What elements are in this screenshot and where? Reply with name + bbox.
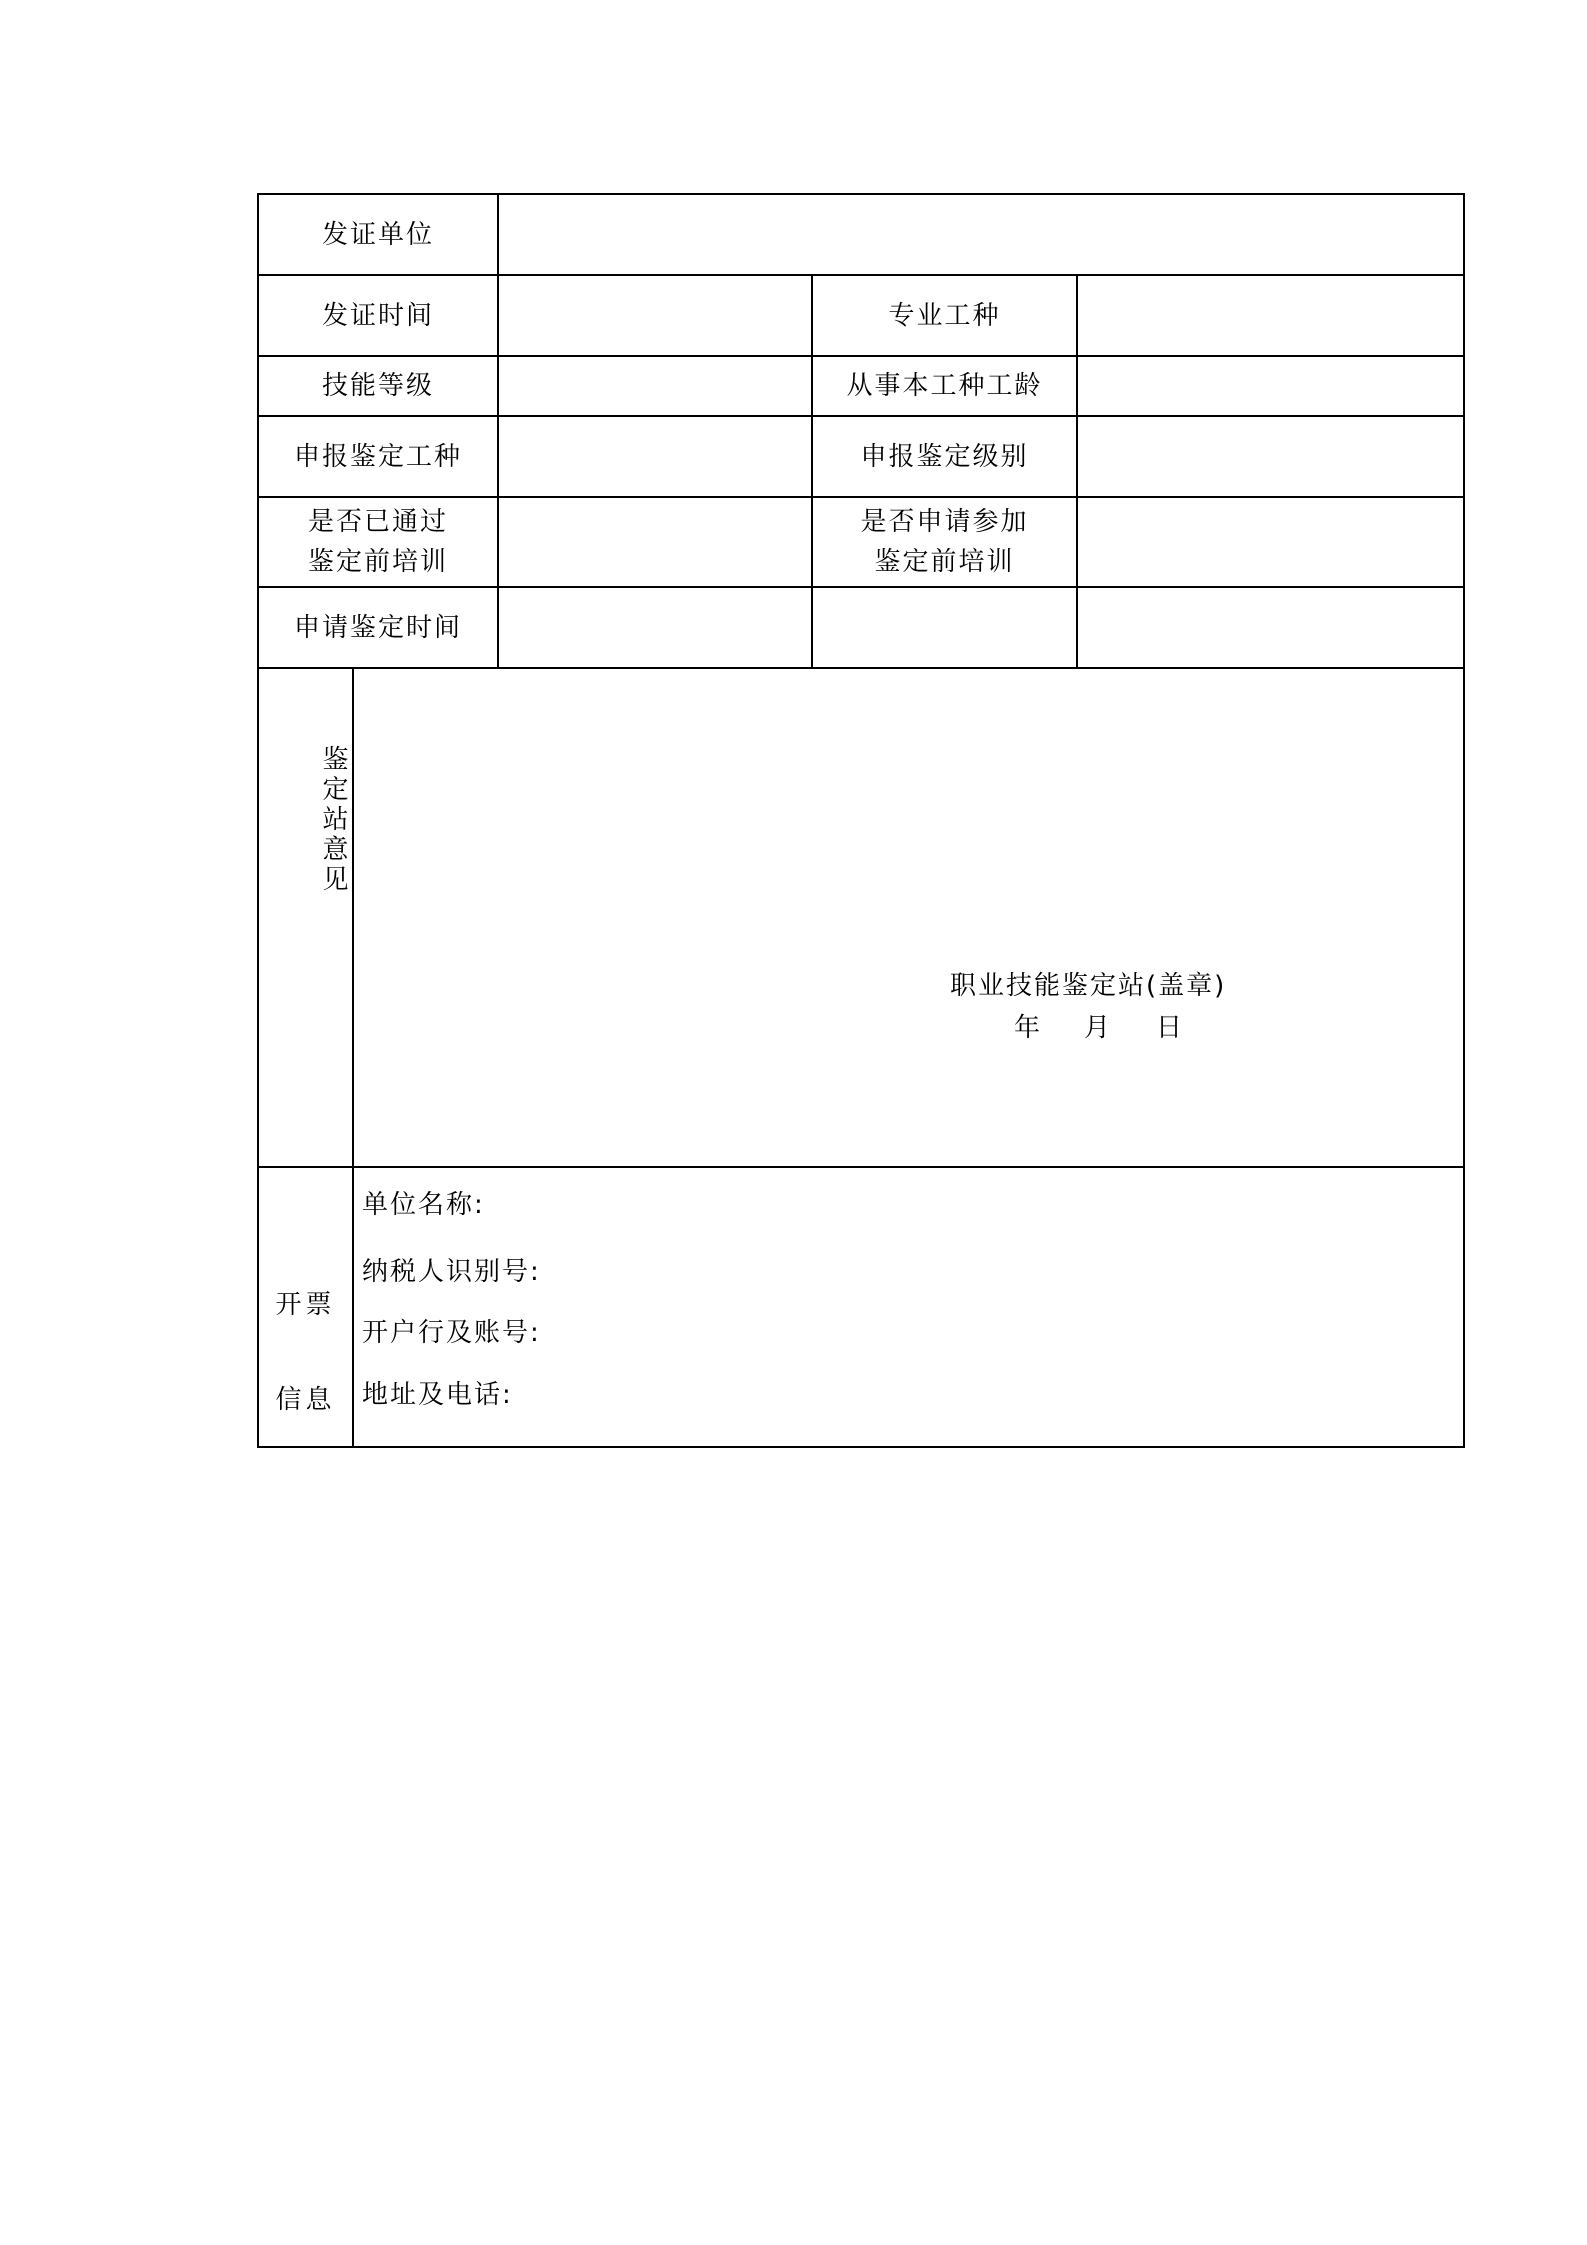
apply-date-extra-cell[interactable]: [813, 588, 1076, 667]
declared-trade-label: 申报鉴定工种: [293, 442, 462, 472]
passed-training-label-line2: 鉴定前培训: [307, 547, 448, 577]
profession-label: 专业工种: [888, 301, 1001, 331]
opinion-date-month: 月: [1084, 1013, 1113, 1043]
issue-date-field[interactable]: [499, 276, 811, 355]
declared-level-label: 申报鉴定级别: [860, 442, 1029, 472]
declared-level-field[interactable]: [1078, 417, 1463, 496]
opinion-date-year: 年: [1014, 1013, 1043, 1043]
skill-level-label: 技能等级: [321, 371, 434, 401]
profession-field[interactable]: [1078, 276, 1463, 355]
passed-training-field[interactable]: [499, 498, 811, 586]
years-in-trade-field[interactable]: [1078, 357, 1463, 415]
apply-date-extra-cell-2[interactable]: [1078, 588, 1463, 667]
issuing-unit-field[interactable]: [499, 195, 1463, 274]
skill-level-field[interactable]: [499, 357, 811, 415]
opinion-date-day: 日: [1156, 1013, 1185, 1043]
invoice-bank-account-label: 开户行及账号:: [362, 1318, 541, 1348]
invoice-label-line1: 开票: [275, 1290, 336, 1320]
invoice-address-phone-label: 地址及电话:: [362, 1380, 513, 1410]
station-opinion-field[interactable]: [354, 669, 1463, 1166]
apply-training-field[interactable]: [1078, 498, 1463, 586]
apply-date-label: 申请鉴定时间: [293, 613, 462, 643]
apply-training-label-line2: 鉴定前培训: [874, 547, 1015, 577]
issue-date-label: 发证时间: [321, 301, 434, 331]
row-divider: [257, 1166, 1465, 1168]
invoice-label-line2: 信息: [275, 1385, 336, 1415]
invoice-unit-name-label: 单位名称:: [362, 1190, 485, 1220]
apply-training-label-line1: 是否申请参加: [860, 507, 1029, 537]
apply-date-field[interactable]: [499, 588, 811, 667]
table-border-bottom: [257, 1446, 1465, 1448]
station-opinion-label: 鉴定站意见: [318, 745, 348, 895]
declared-trade-field[interactable]: [499, 417, 811, 496]
table-border-right: [1463, 193, 1465, 1448]
passed-training-label-line1: 是否已通过: [307, 507, 448, 537]
invoice-taxpayer-id-label: 纳税人识别号:: [362, 1257, 541, 1287]
years-in-trade-label: 从事本工种工龄: [846, 371, 1043, 401]
issuing-unit-label: 发证单位: [321, 220, 434, 250]
station-seal-text: 职业技能鉴定站(盖章): [950, 971, 1227, 1001]
